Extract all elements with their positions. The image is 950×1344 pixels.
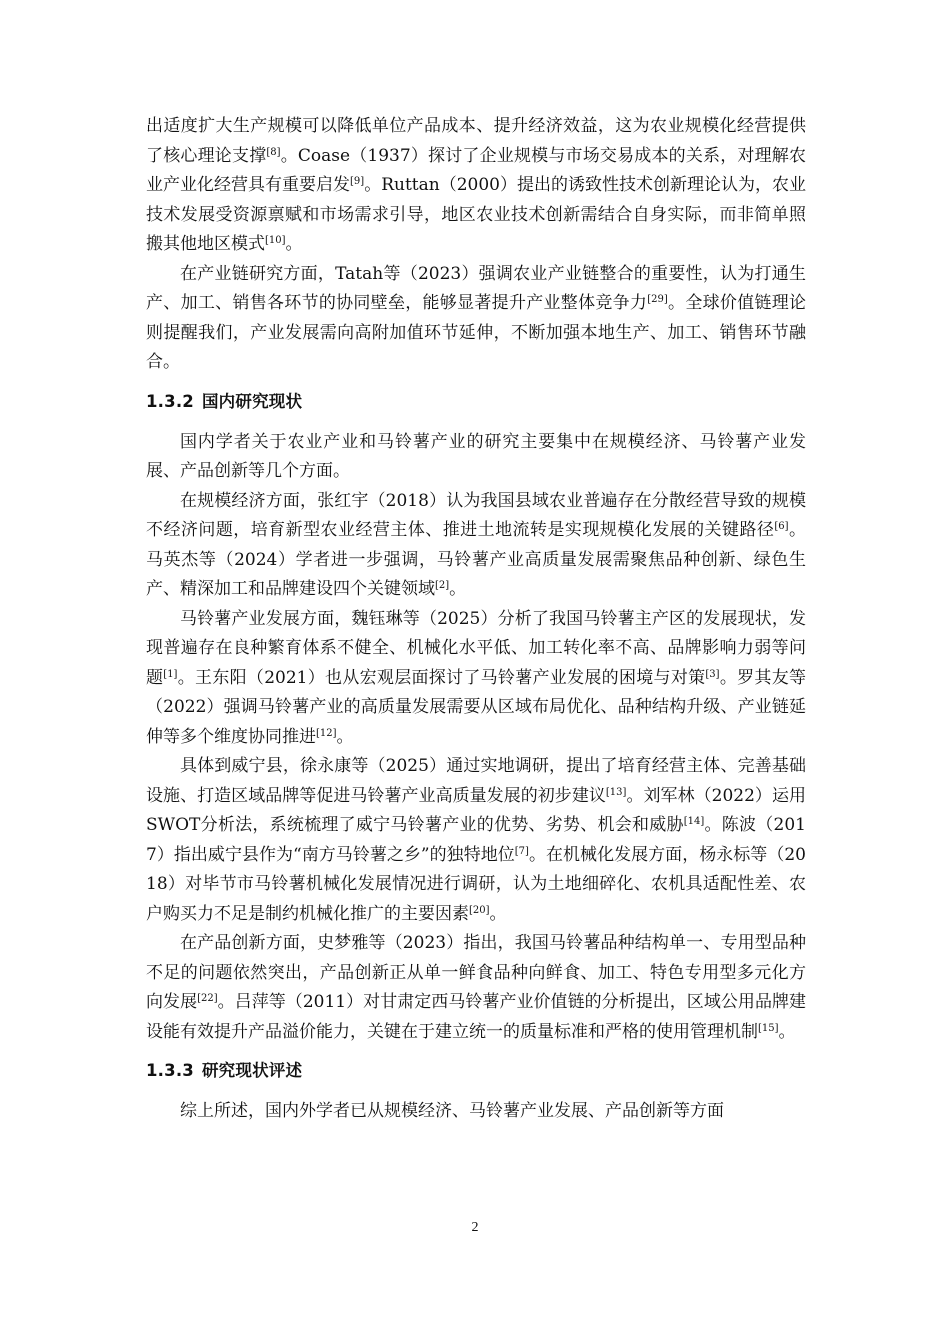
page-number: 2 [471,1220,479,1235]
section-heading-1-3-3 [146,1057,806,1085]
citation-ref: [2] [435,580,450,591]
text-run: 。在机械化发展方面，杨永标等（2018）对毕节市马铃薯机械化发展情况进行调研，认为土地细碎化、农机具适配性差、农户购买力不足是制约机械化推广的主要因素 [146,844,806,924]
paragraph-summary [146,1097,806,1127]
text-run: 综上所述，国内外学者已从规模经济、马铃薯产业发展、产品创新等方面 [180,1101,724,1121]
section-number: 1.3.3 [146,1061,194,1080]
citation-ref: [12] [316,727,337,739]
citation-ref: [20] [469,904,490,916]
citation-ref: [8] [266,146,281,158]
paragraph-domestic-overview [146,428,806,487]
text-run: 。罗其友等（2022）强调马铃薯产业的高质量发展需要从区域布局优化、品种结构升级、产业链延伸等多个维度协同推进 [146,667,807,747]
citation-ref: [10] [265,235,286,246]
section-heading-1-3-2 [146,388,806,416]
text-run: 。 [449,579,467,599]
citation-ref: [13] [605,786,627,798]
citation-ref: [3] [705,668,720,680]
text-run: 。刘军林（2022）运用SWOT分析法，系统梳理了威宁马铃薯产业的优势、劣势、机会和威胁 [146,785,807,835]
text-run: 。 [489,903,507,924]
text-run: 。吕萍等（2011）对甘肃定西马铃薯产业价值链的分析提出，区域公用品牌建设能有效提升产品溢价能力，关键在于建立统一的质量标准和严格的使用管理机制 [146,992,807,1042]
page-content [146,112,806,1127]
citation-ref: [1] [163,668,178,680]
paragraph-product-innovation [146,929,806,1047]
citation-ref: [9] [350,176,365,187]
text-run: 出适度扩大生产规模可以降低单位产品成本、提升经济效益，这为农业规模化经营提供了核心理论支撑 [146,116,806,166]
citation-ref: [29] [647,294,668,305]
citation-ref: [22] [197,993,218,1004]
text-run: 。 [285,234,303,254]
text-run: 具体到威宁县，徐永康等（2025）通过实地调研，提出了培育经营主体、完善基础设施、打造区域品牌等促进马铃薯产业高质量发展的初步建议 [146,756,806,806]
paragraph-scale-economy [146,487,806,605]
text-run: 在产业链研究方面，Tatah等（2023）强调农业产业链整合的重要性，认为打通生产、加工、销售各环节的协同壁垒，能够显著提升产业整体竞争力 [146,263,806,313]
citation-ref: [6] [774,521,789,532]
paragraph-weining-county [146,752,806,929]
text-run: 马铃薯产业发展方面，魏钰琳等（2025）分析了我国马铃薯主产区的发展现状，发现普遍存在良种繁育体系不健全、机械化水平低、加工转化率不高、品牌影响力弱等问题 [146,608,806,688]
text-run: 。 [778,1021,796,1042]
paragraph-potato-industry [146,605,806,753]
text-run: 国内学者关于农业产业和马铃薯产业的研究主要集中在规模经济、马铃薯产业发展、产品创新等几个方面。 [146,431,806,481]
text-run: 。全球价值链理论则提醒我们，产业发展需向高附加值环节延伸，不断加强本地生产、加工、销售环节融合。 [146,293,807,372]
text-run: 。马英杰等（2024）学者进一步强调，马铃薯产业高质量发展需聚焦品种创新、绿色生产、精深加工和品牌建设四个关键领域 [146,520,807,599]
text-run: 在产品创新方面，史梦雅等（2023）指出，我国马铃薯品种结构单一、专用型品种不足的问题依然突出，产品创新正从单一鲜食品种向鲜食、加工、特色专用型多元化方向发展 [146,933,806,1012]
section-title: 国内研究现状 [201,391,303,411]
citation-ref: [15] [758,1022,779,1034]
text-run: 在规模经济方面，张红宇（2018）认为我国县域农业普遍存在分散经营导致的规模不经济问题，培育新型农业经营主体、推进土地流转是实现规模化发展的关键路径 [146,490,806,540]
text-run: 。陈波（2017）指出威宁县作为“南方马铃薯之乡”的独特地位 [146,815,806,865]
text-run: 。 [336,726,354,747]
paragraph-foreign-theory [146,112,806,260]
paragraph-industry-chain [146,260,806,378]
text-run: 。王东阳（2021）也从宏观层面探讨了马铃薯产业发展的困境与对策 [177,667,706,688]
citation-ref: [7] [514,845,529,857]
text-run: 。Ruttan（2000）提出的诱致性技术创新理论认为，农业技术发展受资源禀赋和市场需求引导，地区农业技术创新需结合自身实际，而非简单照搬其他地区模式 [146,175,807,254]
citation-ref: [14] [683,816,705,827]
text-run: 。Coase（1937）探讨了企业规模与市场交易成本的关系，对理解农业产业化经营具有重要启发 [146,145,806,195]
section-title: 研究现状评述 [201,1061,303,1080]
section-number: 1.3.2 [146,391,194,411]
